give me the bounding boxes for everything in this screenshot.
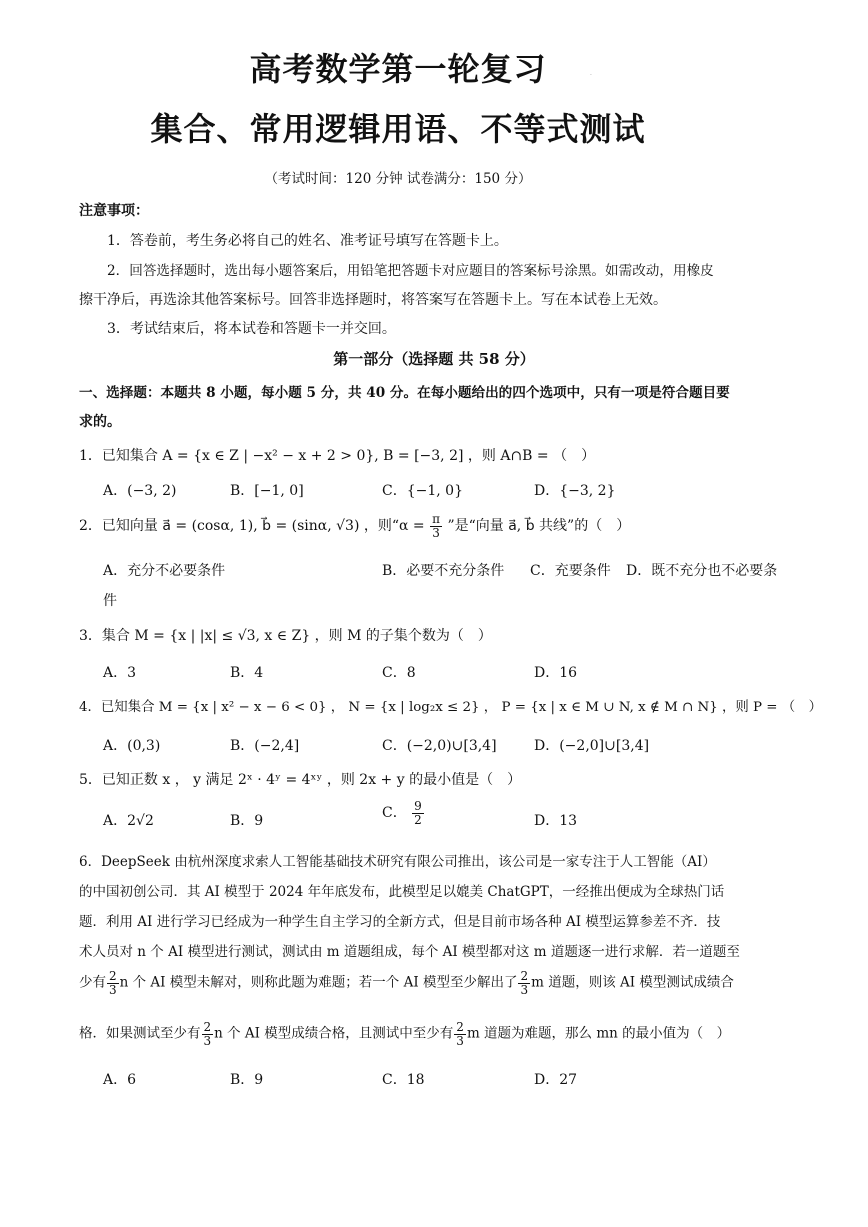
question-6-option-b[interactable]: B．9 — [230, 1072, 264, 1088]
question-4-option-d[interactable]: D．(−2,0]∪[3,4] — [534, 738, 650, 754]
question-6-option-d[interactable]: D．27 — [534, 1072, 578, 1088]
fraction-numerator: 2 — [203, 1020, 212, 1034]
question-6-option-a[interactable]: A．6 — [103, 1072, 137, 1088]
fraction-numerator: 2 — [456, 1020, 464, 1034]
question-6-line-1: 6．DeepSeek 由杭州深度求索人工智能基础技术研究有限公司推出，该公司是一家专注于人工智能（AI） — [79, 854, 716, 870]
question-1-option-a[interactable]: A．(−3, 2) — [103, 483, 177, 499]
question-2-stem-prefix: 2．已知向量 a⃗ = (cosα, 1), b⃗ = (sinα, √3) ，则“α = — [79, 518, 425, 535]
question-3-option-b[interactable]: B．4 — [230, 665, 264, 681]
question-4-option-b[interactable]: B．(−2,4] — [230, 738, 300, 754]
question-2-option-b[interactable]: B．必要不充分条件 — [382, 563, 505, 579]
fraction-numerator: 2 — [520, 969, 529, 983]
exam-info: （考试时间：120 分钟 试卷满分：150 分） — [264, 171, 532, 187]
question-6-line-6-part-a: 格．如果测试至少有 — [79, 1025, 201, 1042]
exam-title-sub: 集合、常用逻辑用语、不等式测试 — [150, 110, 646, 148]
exam-title-main: 高考数学第一轮复习 — [249, 50, 547, 88]
notice-item-2-line1: 2．回答选择题时，选出每小题答案后，用铅笔把答题卡对应题目的答案标号涂黑。如需改动，用橡皮 — [107, 263, 714, 279]
instruction-line2: 求的。 — [79, 414, 121, 430]
question-6-option-c[interactable]: C．18 — [382, 1072, 425, 1088]
question-6-line-6 — [79, 1021, 730, 1047]
question-3-option-a[interactable]: A．3 — [103, 665, 137, 681]
question-3-option-d[interactable]: D．16 — [534, 665, 578, 681]
nine-over-two-fraction — [412, 800, 424, 826]
fraction-denominator: 3 — [109, 982, 117, 997]
question-2-option-a[interactable]: A．充分不必要条件 — [103, 563, 226, 579]
question-1-stem: 1．已知集合 A = {x ∈ Z | −x² − x + 2 > 0}, B = [−3, 2] ，则 A∩B = （ ） — [79, 448, 596, 464]
question-1-option-d[interactable]: D．{−3, 2} — [534, 483, 616, 499]
question-4-stem: 4．已知集合 M = {x | x² − x − 6 < 0} ， N = {x | log₂x ≤ 2} ， P = {x | x ∈ M ∪ N, x ∉ M ∩ N} ，则 P = （ ） — [79, 700, 822, 715]
question-3-stem: 3．集合 M = {x | |x| ≤ √3, x ∈ Z} ，则 M 的子集个数为（ ） — [79, 628, 492, 644]
notice-heading: 注意事项： — [79, 203, 149, 219]
fraction-denominator: 3 — [456, 1033, 464, 1048]
question-5-stem: 5．已知正数 x ， y 满足 2ˣ · 4ʸ = 4ˣʸ ，则 2x + y 的最小值是（ ） — [79, 772, 522, 788]
fraction-denominator: 3 — [203, 1033, 212, 1048]
fraction-denominator: 3 — [520, 982, 529, 997]
question-2-option-d-wrap: 件 — [103, 593, 117, 609]
section-title: 第一部分（选择题 共 58 分） — [333, 350, 535, 368]
question-6-line-5-part-b: n 个 AI 模型未解对，则称此题为难题；若一个 AI 模型至少解出了 — [119, 974, 518, 991]
question-2-stem-suffix: ”是“向量 a⃗, b⃗ 共线”的（ ） — [447, 518, 631, 535]
pi-over-three-fraction — [430, 513, 442, 539]
fraction-numerator: 9 — [414, 799, 422, 813]
two-thirds-fraction — [107, 970, 119, 996]
question-4-option-c[interactable]: C．(−2,0)∪[3,4] — [382, 738, 497, 754]
fraction-numerator: 2 — [109, 969, 117, 983]
question-5-option-a[interactable]: A．2√2 — [103, 813, 154, 829]
question-6-line-5 — [79, 970, 734, 996]
fraction-numerator: π — [432, 512, 440, 526]
two-thirds-fraction — [454, 1021, 466, 1047]
question-5-option-b[interactable]: B．9 — [230, 813, 264, 829]
instruction-line1: 一、选择题：本题共 8 小题，每小题 5 分，共 40 分。在每小题给出的四个选项中，只有一项是符合题目要 — [79, 385, 730, 401]
question-6-line-4: 术人员对 n 个 AI 模型进行测试，测试由 m 道题组成，每个 AI 模型都对这 m 道题逐一进行求解．若一道题至 — [79, 944, 740, 960]
question-6-line-3: 题．利用 AI 进行学习已经成为一种学生自主学习的全新方式，但是目前市场各种 AI 模型运算参差不齐．技 — [79, 914, 721, 930]
stray-dot: · — [590, 72, 592, 79]
question-2-option-d[interactable]: D．既不充分也不必要条 — [626, 563, 778, 579]
question-1-option-c[interactable]: C．{−1, 0} — [382, 483, 463, 499]
fraction-denominator: 3 — [432, 525, 440, 540]
question-2-stem — [79, 513, 630, 539]
question-6-line-5-part-a: 少有 — [79, 974, 106, 991]
notice-item-2-line2: 擦干净后，再选涂其他答案标号。回答非选择题时，将答案写在答题卡上。写在本试卷上无效。 — [79, 292, 667, 308]
question-2-option-c[interactable]: C．充要条件 — [530, 563, 611, 579]
notice-item-3: 3．考试结束后，将本试卷和答题卡一并交回。 — [107, 321, 396, 337]
question-5-option-c-label: C． — [382, 805, 407, 822]
question-5-option-d[interactable]: D．13 — [534, 813, 578, 829]
question-6-line-6-part-c: m 道题为难题，那么 mn 的最小值为（ ） — [466, 1025, 731, 1042]
question-6-line-6-part-b: n 个 AI 模型成绩合格，且测试中至少有 — [214, 1025, 454, 1042]
fraction-denominator: 2 — [414, 812, 422, 827]
question-5-option-c[interactable] — [382, 800, 425, 826]
two-thirds-fraction — [518, 970, 530, 996]
question-1-option-b[interactable]: B．[−1, 0] — [230, 483, 304, 499]
question-4-option-a[interactable]: A．(0,3) — [103, 738, 161, 754]
question-6-line-5-part-c: m 道题，则该 AI 模型测试成绩合 — [531, 974, 734, 991]
question-3-option-c[interactable]: C．8 — [382, 665, 416, 681]
notice-item-1: 1．答卷前，考生务必将自己的姓名、准考证号填写在答题卡上。 — [107, 233, 508, 249]
question-6-line-2: 的中国初创公司．其 AI 模型于 2024 年年底发布，此模型足以媲美 ChatGPT，一经推出便成为全球热门话 — [79, 884, 725, 900]
two-thirds-fraction — [202, 1021, 214, 1047]
